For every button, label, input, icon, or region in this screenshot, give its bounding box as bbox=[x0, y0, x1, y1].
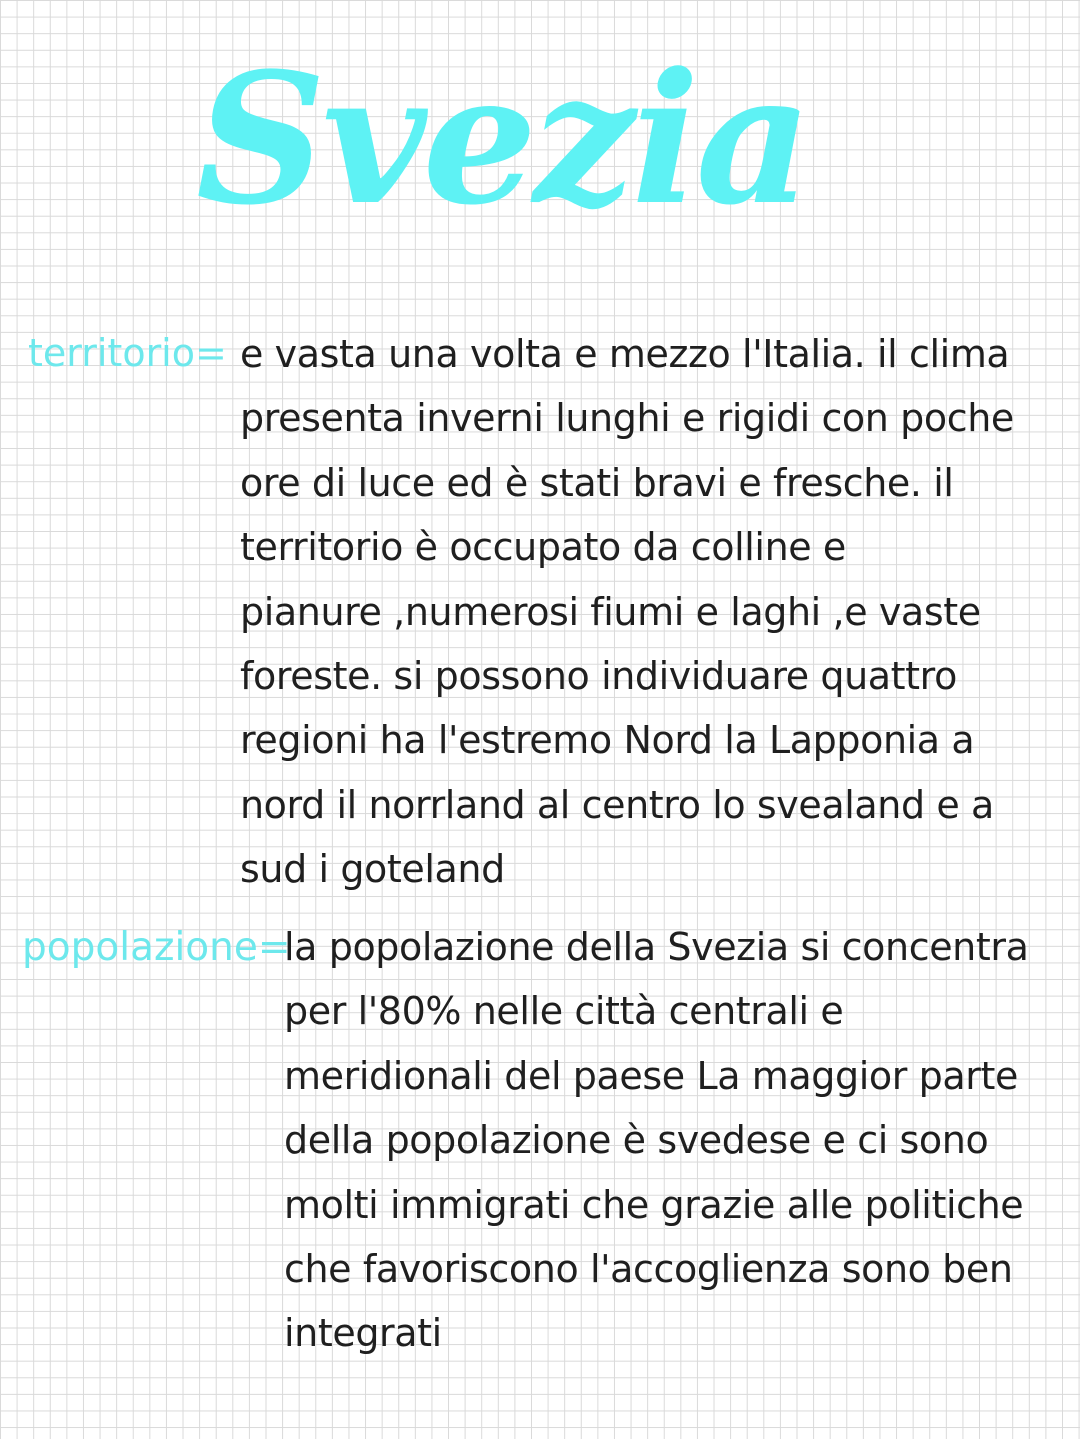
text-line: sud i goteland bbox=[240, 847, 505, 892]
text-line: foreste. si possono individuare quattro bbox=[240, 654, 957, 699]
text-line: meridionali del paese La maggior parte bbox=[284, 1053, 1018, 1098]
text-line: pianure ,numerosi fiumi e laghi ,e vaste bbox=[240, 589, 981, 634]
text-line: e vasta una volta e mezzo l'Italia. il clima bbox=[240, 332, 1010, 376]
text-line: della popolazione è svedese e ci sono bbox=[284, 1118, 989, 1163]
text-line: per l'80% nelle città centrali e bbox=[284, 989, 844, 1034]
text-line: la popolazione della Svezia si concentra bbox=[284, 925, 1029, 969]
text-line: presenta inverni lunghi e rigidi con poche bbox=[240, 396, 1014, 441]
territorio-label: territorio= bbox=[28, 331, 227, 375]
page-title: Svezia bbox=[196, 34, 809, 245]
text-line: territorio è occupato da colline e bbox=[240, 525, 846, 570]
text-line: molti immigrati che grazie alle politiche bbox=[284, 1182, 1024, 1227]
popolazione-text bbox=[284, 915, 1064, 1366]
territorio-text bbox=[240, 322, 1060, 902]
text-line: che favoriscono l'accoglienza sono ben bbox=[284, 1247, 1013, 1292]
text-line: nord il norrland al centro lo svealand e a bbox=[240, 782, 994, 827]
popolazione-label: popolazione= bbox=[22, 925, 291, 970]
text-line: integrati bbox=[284, 1311, 442, 1356]
text-line: ore di luce ed è stati bravi e fresche. il bbox=[240, 460, 954, 505]
text-line: regioni ha l'estremo Nord la Lapponia a bbox=[240, 718, 975, 763]
